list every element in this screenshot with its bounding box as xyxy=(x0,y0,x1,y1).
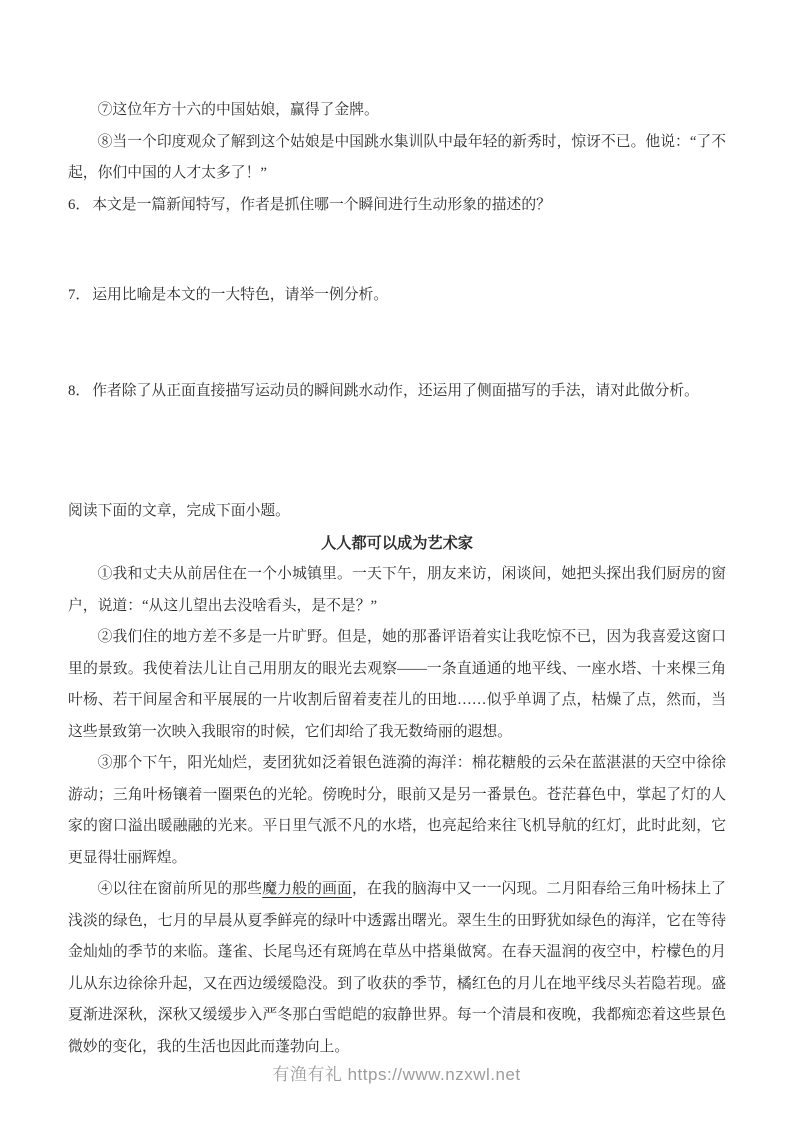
footer-watermark-text: 有渔有礼 https://www.nzxwl.net xyxy=(272,1065,521,1084)
page-footer xyxy=(0,1062,793,1088)
question-6-text: 本文是一篇新闻特写，作者是抓住哪一个瞬间进行生动形象的描述的？ xyxy=(92,196,551,213)
reading-passage-section xyxy=(68,496,726,1063)
reading-paragraph-4-rest: ，在我的脑海中又一一闪现。二月阳春给三角叶杨抹上了浅淡的绿色，七月的早晨从夏季鲜亮的绿叶中透露出曙光。翠生生的田野犹如绿色的海洋，它在等待金灿灿的季节的来临。蓬雀、长尾鸟还有斑鸠在草丛中搭巢做窝。在春天温润的夜空中，柠檬色的月儿从东边徐徐升起，又在西边缓缓隐没。到了收获的季节，橘红色的月儿在地平线尽头若隐若现。盛夏渐进深秋，深秋又缓缓步入严冬那白雪皑皑的寂静世界。每一个清晨和夜晚，我都痴恋着这些景色微妙的变化，我的生活也因此而蓬勃向上。 xyxy=(68,881,726,1055)
question-6 xyxy=(68,190,726,222)
reading-paragraph-4-underlined-phrase: 魔力般的画面 xyxy=(262,881,353,897)
question-7-block xyxy=(68,280,726,312)
question-7-text: 运用比喻是本文的一大特色，请举一例分析。 xyxy=(92,287,389,303)
reading-passage-title: 人人都可以成为艺术家 xyxy=(321,534,473,552)
question-8-block xyxy=(68,376,726,408)
question-8 xyxy=(68,376,726,408)
reading-paragraph-2: ②我们住的地方差不多是一片旷野。但是，她的那番评语着实让我吃惊不已，因为我喜爱这窗口里的景致。我使着法儿让自己用朋友的眼光去观察——一条直通通的地平线、一座水塔、十来棵三角叶杨、若干间屋舍和平展展的一片收割后留着麦茬儿的田地……似乎单调了点，枯燥了点，然而，当这些景致第一次映入我眼帘的时候，它们却给了我无数绮丽的遐想。 xyxy=(68,629,726,740)
reading-paragraph-3: ③那个下午，阳光灿烂，麦团犹如泛着银色涟漪的海洋：棉花糖般的云朵在蓝湛湛的天空中徐徐游动；三角叶杨镶着一圈栗色的光轮。傍晚时分，眼前又是另一番景色。苍茫暮色中，掌起了灯的人家的窗口溢出暖融融的光来。平日里气派不凡的水塔，也亮起给来往飞机导航的红灯，此时此刻，它更显得壮丽辉煌。 xyxy=(68,755,726,866)
question-6-number: 6． xyxy=(68,196,91,213)
excerpt-paragraph-8: ⑧当一个印度观众了解到这个姑娘是中国跳水集训队中最年轻的新秀时，惊讶不已。他说：“了不起，你们中国的人才太多了！” xyxy=(68,133,726,181)
reading-paragraph-4-lead: ④以往在窗前所见的那些 xyxy=(97,881,263,897)
question-8-number: 8． xyxy=(68,383,91,399)
reading-paragraph-4 xyxy=(68,874,726,1063)
question-7 xyxy=(68,280,726,312)
reading-instruction: 阅读下面的文章，完成下面小题。 xyxy=(68,503,290,519)
reading-paragraph-1: ①我和丈夫从前居住在一个小城镇里。一天下午，朋友来访，闲谈间，她把头探出我们厨房的窗户，说道：“从这儿望出去没啥看头，是不是？” xyxy=(68,566,726,614)
excerpt-and-question-6-block xyxy=(68,95,726,221)
question-8-text: 作者除了从正面直接描写运动员的瞬间跳水动作，还运用了侧面描写的手法，请对此做分析。 xyxy=(92,383,699,399)
question-7-number: 7． xyxy=(68,287,91,303)
excerpt-paragraph-7: ⑦这位年方十六的中国姑娘，赢得了金牌。 xyxy=(97,102,379,118)
